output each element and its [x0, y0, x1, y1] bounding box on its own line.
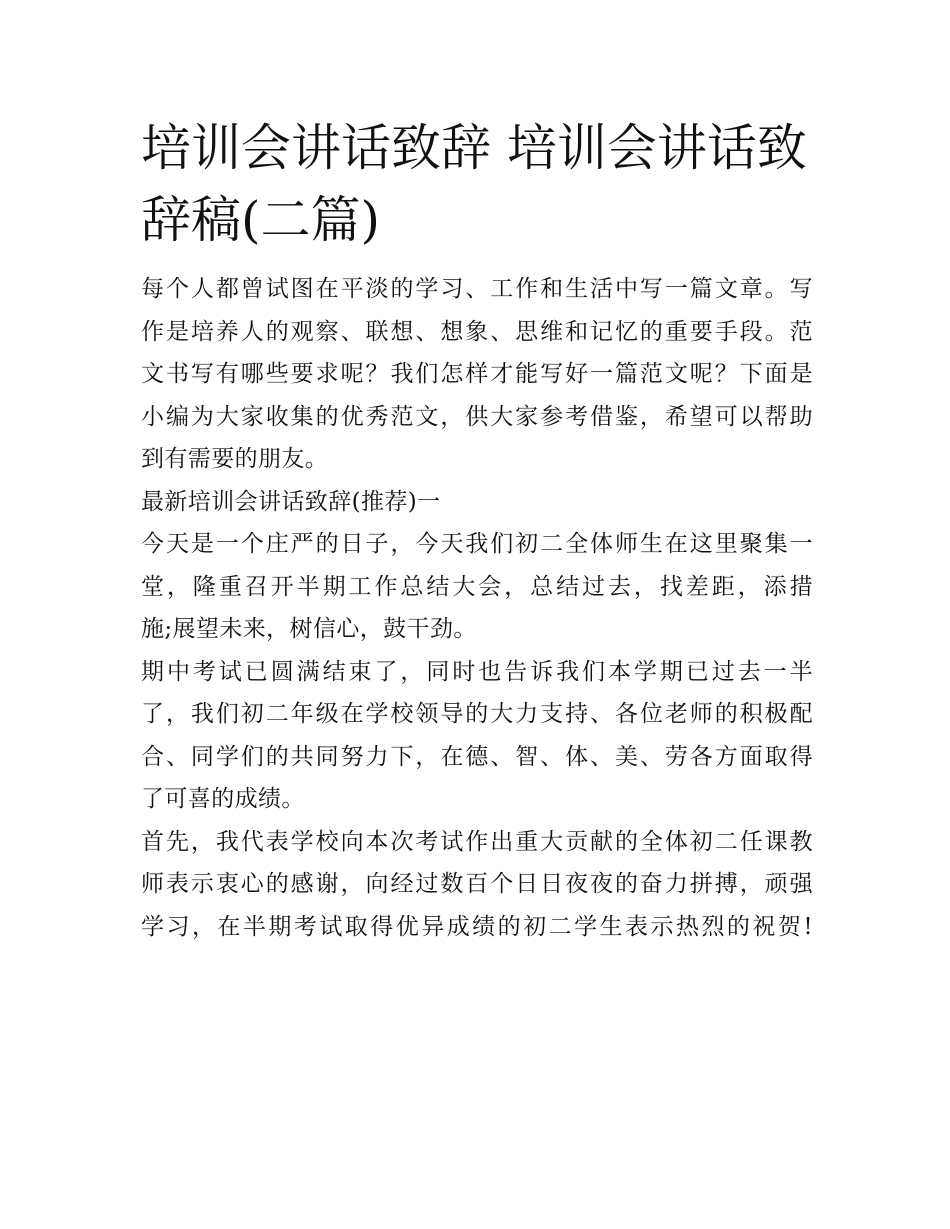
- paragraph-line: 每个人都曾试图在平淡的学习、工作和生活中写一篇文章。写: [141, 276, 813, 302]
- document-page: [141, 112, 813, 948]
- paragraph-line: 学习，在半期考试取得优异成绩的初二学生表示热烈的祝贺!: [141, 913, 813, 940]
- paragraph-line: 了，我们初二年级在学校领导的大力支持、各位老师的积极配: [141, 701, 813, 727]
- paragraph-line: 期中考试已圆满结束了，同时也告诉我们本学期已过去一半: [141, 658, 813, 685]
- paragraph-line: 了可喜的成绩。: [141, 786, 305, 812]
- document-title: [141, 112, 813, 256]
- paragraph-line: 首先，我代表学校向本次考试作出重大贡献的全体初二任课教: [141, 828, 813, 855]
- title-line-2: 辞稿(二篇): [141, 191, 381, 249]
- paragraph-line: 堂，隆重召开半期工作总结大会，总结过去，找差距，添措: [141, 573, 813, 600]
- paragraph-line: 合、同学们的共同努力下，在德、智、体、美、劳各方面取得: [141, 743, 813, 770]
- paragraph-line: 师表示衷心的感谢，向经过数百个日日夜夜的奋力拼搏，顽强: [141, 871, 813, 897]
- section-heading: 最新培训会讲话致辞(推荐)一: [141, 488, 441, 515]
- paragraph-line: 文书写有哪些要求呢？我们怎样才能写好一篇范文呢？下面是: [141, 361, 813, 387]
- document-body: [141, 268, 813, 948]
- paragraph-line: 到有需要的朋友。: [141, 446, 329, 472]
- paragraph-line: 作是培养人的观察、联想、想象、思维和记忆的重要手段。范: [141, 318, 813, 345]
- title-line-1: 培训会讲话致辞 培训会讲话致: [141, 119, 807, 177]
- paragraph-line: 今天是一个庄严的日子，今天我们初二全体师生在这里聚集一: [141, 531, 813, 557]
- paragraph-line: 小编为大家收集的优秀范文，供大家参考借鉴，希望可以帮助: [141, 403, 813, 430]
- paragraph-line: 施;展望未来，树信心，鼓干劲。: [141, 616, 477, 642]
